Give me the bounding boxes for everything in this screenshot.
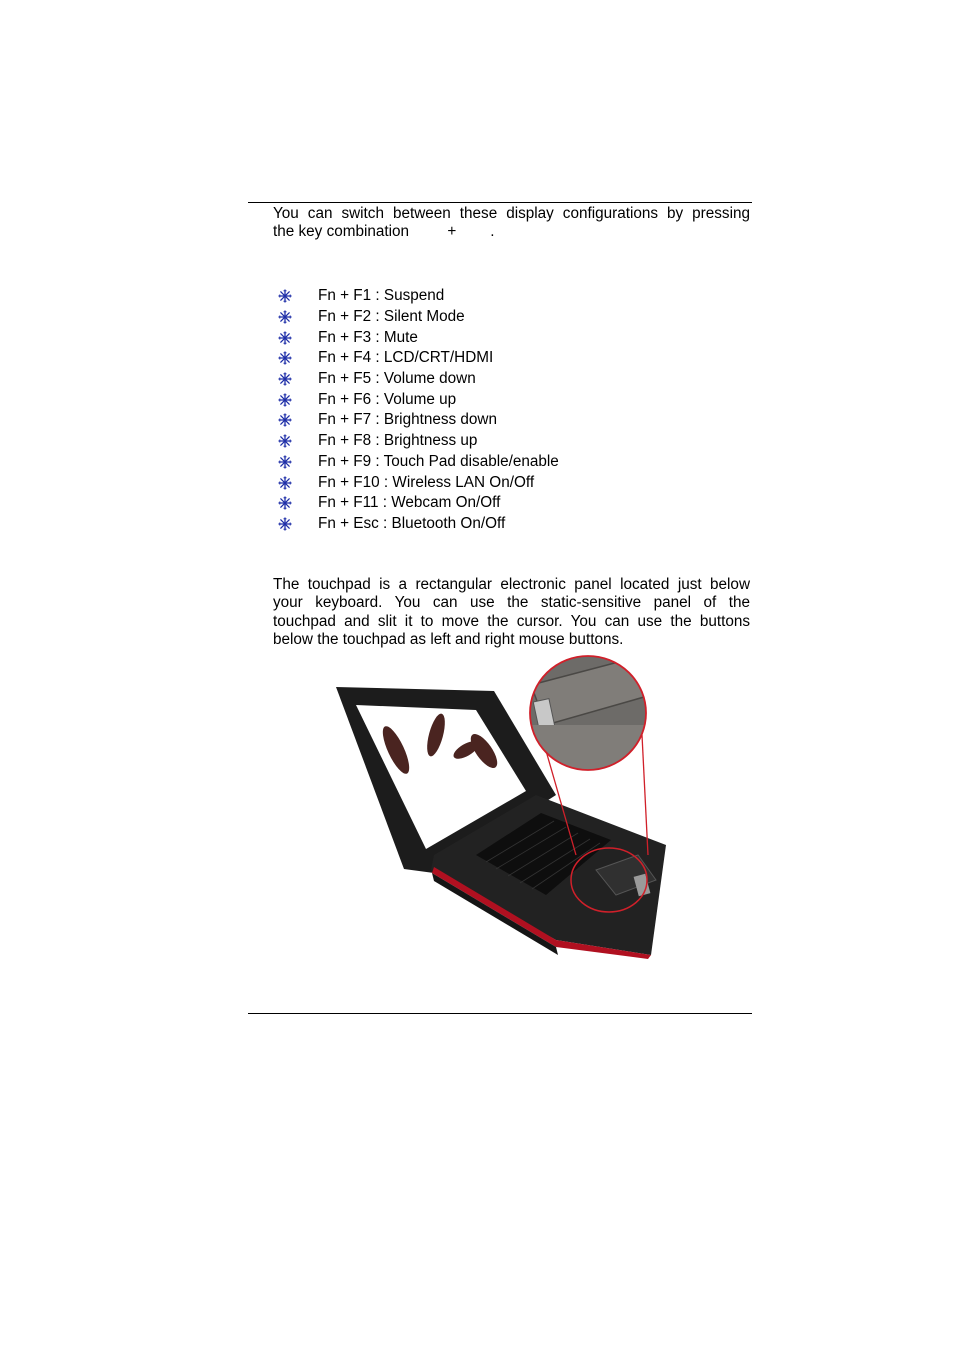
snowflake-bullet-icon [278, 476, 292, 490]
bottom-rule [248, 1013, 752, 1014]
intro-line-2 [273, 223, 750, 241]
intro-line-1: You can switch between these display configurations by pressing [273, 205, 750, 222]
snowflake-bullet-icon [278, 372, 292, 386]
laptop-illustration [326, 655, 676, 965]
snowflake-bullet-icon [278, 413, 292, 427]
touchpad-line-1: The touchpad is a rectangular electronic panel located just below [273, 576, 750, 593]
snowflake-bullet-icon [278, 496, 292, 510]
hotkey-item [278, 452, 559, 473]
hotkey-item [278, 348, 559, 369]
hotkey-label: Fn + F4 : LCD/CRT/HDMI [318, 349, 494, 367]
snowflake-bullet-icon [278, 289, 292, 303]
intro-plus: + [447, 223, 457, 241]
touchpad-line-2: your keyboard. You can use the static-sensitive panel of the [273, 594, 750, 612]
snowflake-bullet-icon [278, 393, 292, 407]
hotkey-label: Fn + F8 : Brightness up [318, 432, 478, 450]
hotkey-label: Fn + F7 : Brightness down [318, 411, 497, 429]
intro-paragraph [273, 205, 750, 242]
intro-line-2-prefix: the key combination [273, 223, 410, 241]
top-rule [248, 202, 752, 203]
hotkey-item [278, 389, 559, 410]
snowflake-bullet-icon [278, 434, 292, 448]
hotkey-label: Fn + Esc : Bluetooth On/Off [318, 514, 506, 532]
hotkey-item [278, 472, 559, 493]
hotkey-item [278, 410, 559, 431]
hotkey-item [278, 369, 559, 390]
snowflake-bullet-icon [278, 351, 292, 365]
snowflake-bullet-icon [278, 517, 292, 531]
hotkey-label: Fn + F3 : Mute [318, 328, 418, 346]
intro-suffix: . [490, 223, 495, 241]
snowflake-bullet-icon [278, 331, 292, 345]
snowflake-bullet-icon [278, 455, 292, 469]
hotkey-label: Fn + F5 : Volume down [318, 370, 476, 388]
hotkey-item [278, 514, 559, 535]
hotkey-item [278, 327, 559, 348]
touchpad-paragraph [273, 576, 750, 650]
hotkey-label: Fn + F11 : Webcam On/Off [318, 494, 501, 512]
hotkey-label: Fn + F6 : Volume up [318, 390, 457, 408]
hotkey-item [278, 431, 559, 452]
laptop-touchpad-figure [326, 655, 676, 965]
hotkey-item [278, 493, 559, 514]
hotkey-label: Fn + F9 : Touch Pad disable/enable [318, 452, 559, 470]
hotkey-label: Fn + F10 : Wireless LAN On/Off [318, 473, 535, 491]
hotkey-list [278, 286, 559, 534]
hotkey-label: Fn + F1 : Suspend [318, 287, 445, 305]
snowflake-bullet-icon [278, 310, 292, 324]
touchpad-line-3: touchpad and slit it to move the cursor. You can use the buttons [273, 612, 750, 630]
hotkey-label: Fn + F2 : Silent Mode [318, 308, 465, 326]
hotkey-item [278, 307, 559, 328]
touchpad-line-4: below the touchpad as left and right mouse buttons. [273, 631, 624, 649]
hotkey-item [278, 286, 559, 307]
